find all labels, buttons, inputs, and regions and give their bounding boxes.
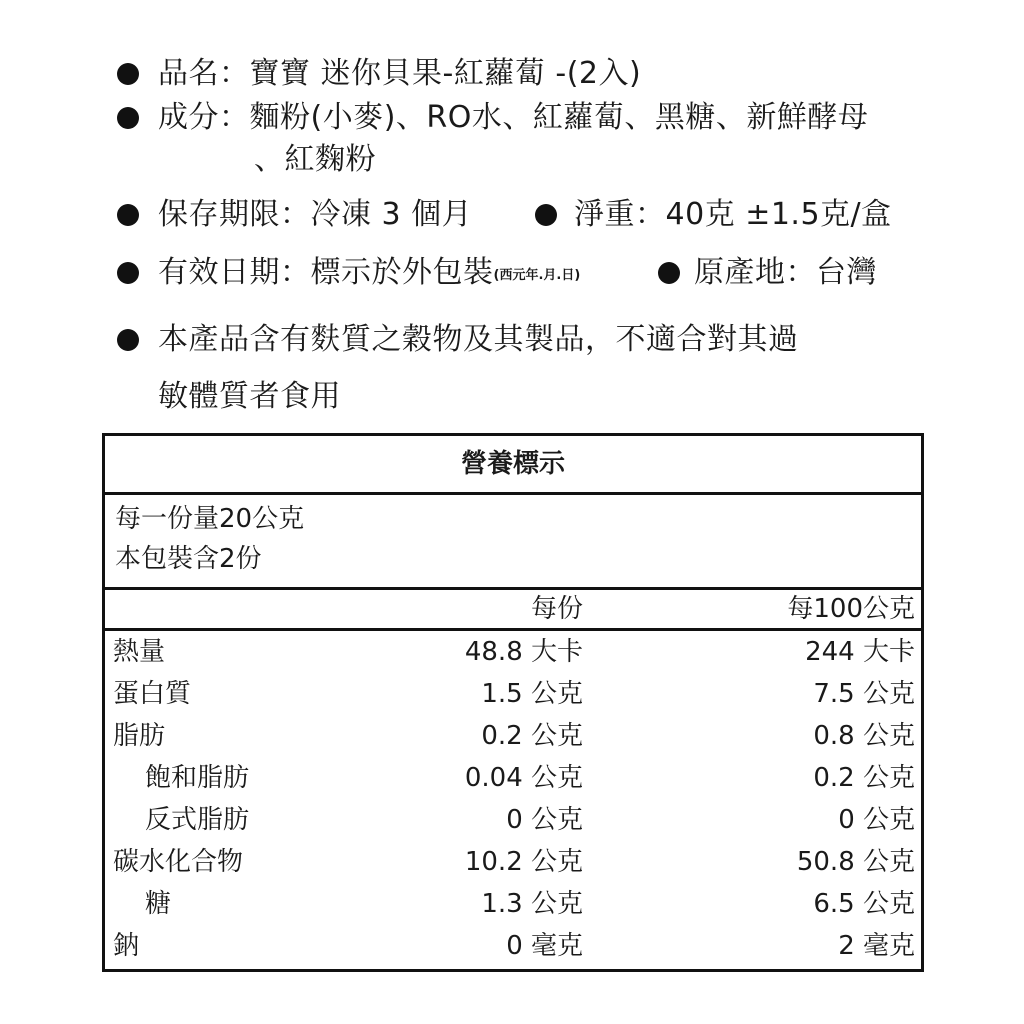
nutrient-per-serving: 48.8 大卡: [464, 637, 583, 667]
table-row: [105, 673, 921, 715]
nutrient-name: 碳水化合物: [113, 847, 244, 877]
product-name-value: 寶寶 迷你貝果-紅蘿蔔 -(2入): [249, 56, 642, 91]
ingredients-value: 麵粉(小麥)、RO水、紅蘿蔔、黑糖、新鮮酵母: [249, 100, 869, 135]
expiry-line: 有效日期：標示於外包裝(西元年.月.日): [158, 255, 581, 290]
ingredients-line: 成分：麵粉(小麥)、RO水、紅蘿蔔、黑糖、新鮮酵母: [158, 100, 869, 135]
origin-value: 台灣: [816, 255, 877, 290]
nutrient-per-100g: 6.5 公克: [813, 889, 915, 919]
ingredients-line-cont: [254, 140, 376, 180]
table-row: [105, 883, 921, 925]
nutrient-name: 糖: [145, 889, 172, 919]
shelf-life-label: 保存期限: [158, 197, 280, 232]
net-weight-line: 淨重：40克 ±1.5克/盒: [574, 197, 892, 232]
product-name-label: 品名: [158, 56, 219, 91]
net-weight-value: 40克 ±1.5克/盒: [665, 197, 892, 232]
expiry-label: 有效日期: [158, 255, 280, 290]
nutrient-per-serving: 1.3 公克: [481, 889, 583, 919]
nutrient-name: 熱量: [113, 637, 166, 667]
bullet-icon: [117, 63, 139, 85]
shelf-life-value: 冷凍 3 個月: [310, 197, 473, 232]
nutrient-name: 鈉: [113, 931, 140, 961]
bullet-icon: [117, 262, 139, 284]
nutrient-per-100g: 50.8 公克: [796, 847, 915, 877]
table-row: [105, 841, 921, 883]
ingredients-label: 成分: [158, 100, 219, 135]
nutrient-per-serving: 0 公克: [506, 805, 583, 835]
nutrient-per-serving: 0.2 公克: [481, 721, 583, 751]
nutrient-per-100g: 0 公克: [838, 805, 915, 835]
origin-line: 原產地：台灣: [694, 255, 877, 290]
bullet-icon: [658, 262, 680, 284]
serving-size: 每一份量20公克: [115, 504, 305, 534]
nutrient-name: 蛋白質: [113, 679, 192, 709]
table-row: [105, 925, 921, 967]
nutrient-name: 飽和脂肪: [145, 763, 250, 793]
table-row: [105, 799, 921, 841]
allergen-line-1: [158, 320, 799, 360]
shelf-life-line: 保存期限：冷凍 3 個月: [158, 197, 473, 232]
nutrient-per-serving: 1.5 公克: [481, 679, 583, 709]
nutrient-per-100g: 0.8 公克: [813, 721, 915, 751]
nutrient-per-100g: 2 毫克: [838, 931, 915, 961]
serving-info: [105, 495, 921, 590]
nutrient-per-100g: 0.2 公克: [813, 763, 915, 793]
bullet-icon: [117, 329, 139, 351]
allergen-text-2: 敏體質者食用: [158, 379, 341, 414]
nutrient-per-100g: 7.5 公克: [813, 679, 915, 709]
product-name-line: 品名：寶寶 迷你貝果-紅蘿蔔 -(2入): [158, 56, 642, 91]
nutrient-per-serving: 10.2 公克: [464, 847, 583, 877]
origin-label: 原產地: [694, 255, 786, 290]
table-row: [105, 715, 921, 757]
col-per-serving-header: 每份: [530, 594, 583, 624]
table-row: [105, 631, 921, 673]
ingredients-value-cont: 、紅麴粉: [254, 142, 376, 177]
nutrition-title: 營養標示: [105, 436, 921, 495]
nutrient-name: 脂肪: [113, 721, 166, 751]
bullet-icon: [117, 107, 139, 129]
nutrient-name: 反式脂肪: [145, 805, 250, 835]
expiry-value: 標示於外包裝: [310, 255, 494, 290]
bullet-icon: [535, 204, 557, 226]
allergen-line-2: [158, 377, 341, 417]
bullet-icon: [117, 204, 139, 226]
allergen-text-1: 本產品含有麩質之穀物及其製品，不適合對其過: [158, 322, 799, 357]
col-per-100g-header: 每100公克: [787, 594, 915, 624]
servings-per-pack: 本包裝含2份: [115, 544, 262, 574]
nutrient-per-serving: 0 毫克: [506, 931, 583, 961]
nutrient-per-serving: 0.04 公克: [464, 763, 583, 793]
nutrient-per-100g: 244 大卡: [805, 637, 915, 667]
table-row: [105, 757, 921, 799]
nutrition-facts-table: [102, 433, 924, 972]
net-weight-label: 淨重: [574, 197, 635, 232]
nutrition-column-headers: [105, 590, 921, 631]
expiry-date-format-note: (西元年.月.日): [493, 268, 581, 283]
